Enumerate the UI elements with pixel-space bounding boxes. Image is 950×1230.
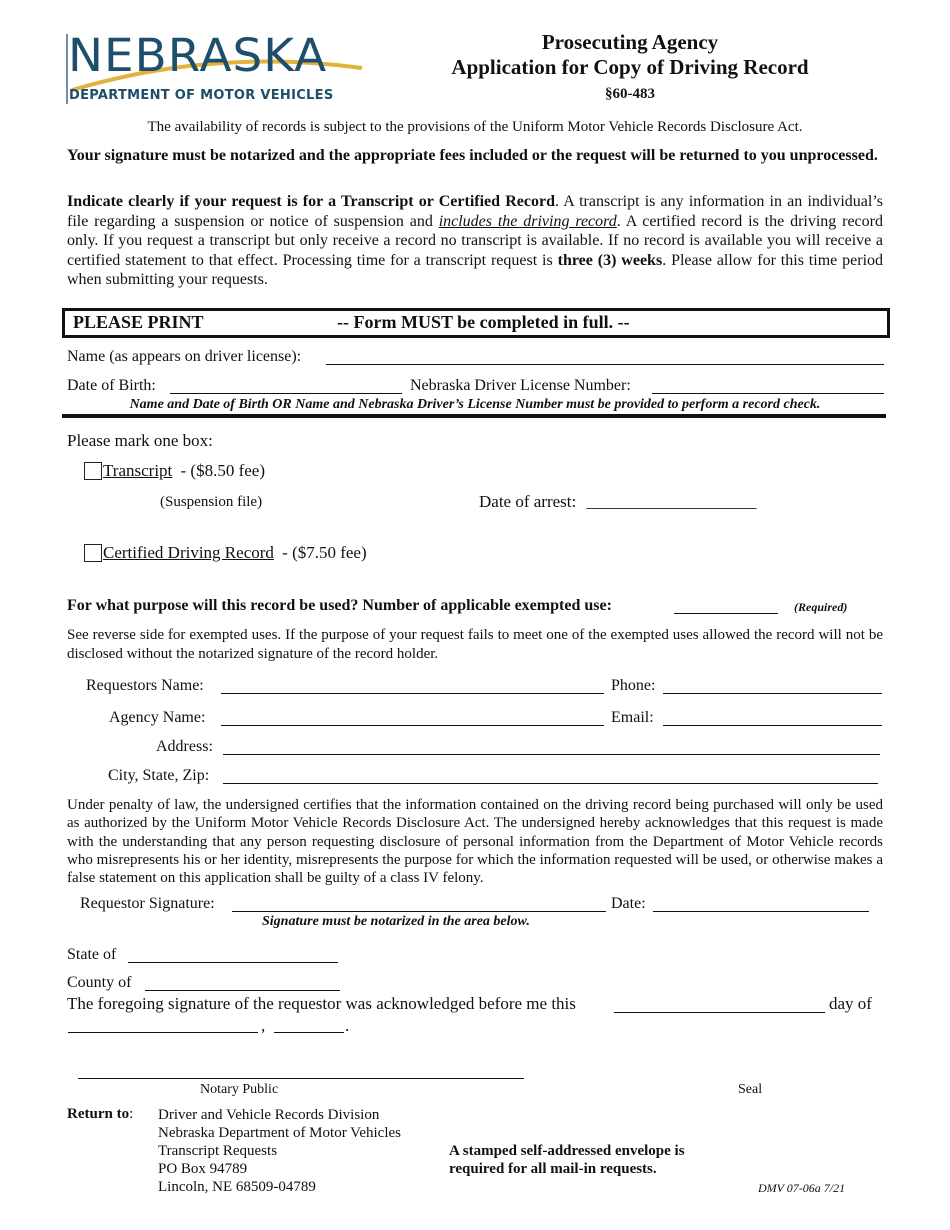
return-address-line: Nebraska Department of Motor Vehicles xyxy=(158,1125,401,1141)
notary-public-label: Notary Public xyxy=(200,1082,279,1097)
mark-one-box-prompt: Please mark one box: xyxy=(67,431,213,450)
required-note: (Required) xyxy=(794,600,848,614)
section-divider xyxy=(62,414,886,418)
date-period: . xyxy=(345,1016,350,1035)
county-of-label: County of xyxy=(67,974,132,991)
nebraska-dmv-logo xyxy=(64,28,374,108)
dob-field[interactable] xyxy=(170,393,402,394)
certification-statement: Under penalty of law, the undersigned certifies that the information contained on the driving record being purchased will only be used as authorized by the Uniform Motor Vehicle Records Disclosure Act. The undersigned hereby acknowledges that this request is made with the understanding that any person requesting disclosure of personal information from the Department of Motor Vehicle records who misrepresents his or her identity, misrepresents the purpose for which the information requested will be used, or otherwise makes a false statement on this application shall be guilty of a class IV felony. xyxy=(67,797,883,887)
certified-record-fee: - ($7.50 fee) xyxy=(282,543,367,562)
envelope-notice-line-2: required for all mail-in requests. xyxy=(449,1161,657,1177)
phone-field[interactable] xyxy=(663,693,882,694)
form-id: DMV 07-06a 7/21 xyxy=(758,1181,846,1195)
requestor-name-label: Requestors Name: xyxy=(86,677,204,694)
driver-name-label: Name (as appears on driver license): xyxy=(67,348,302,365)
date-comma: , xyxy=(261,1016,266,1035)
form-complete-label: -- Form MUST be completed in full. -- xyxy=(337,312,630,332)
logo-state-name: NEBRASKA xyxy=(68,29,328,82)
return-address-line: Transcript Requests xyxy=(158,1143,278,1159)
exempted-use-field[interactable] xyxy=(674,613,778,614)
return-address-line: PO Box 94789 xyxy=(158,1161,248,1177)
three-weeks: three (3) weeks xyxy=(557,251,663,269)
certified-record-label: Certified Driving Record xyxy=(103,543,274,562)
record-check-note: Name and Date of Birth OR Name and Nebraska Driver’s License Number must be provided to perform a record check. xyxy=(129,397,821,412)
form-title-line-1: Prosecuting Agency xyxy=(541,30,719,54)
requestor-name-field[interactable] xyxy=(221,693,604,694)
envelope-notice-line-1: A stamped self-addressed envelope is xyxy=(449,1143,685,1159)
statute-reference: §60-483 xyxy=(605,86,655,102)
agency-name-label: Agency Name: xyxy=(109,709,206,726)
notary-signature-field[interactable] xyxy=(78,1078,524,1079)
indicate-text-1: . A transcript is any information in an individual’s file regarding a suspension or notice of suspension and xyxy=(67,193,884,230)
notarize-note: Signature must be notarized in the area below. xyxy=(262,914,530,929)
return-to-label xyxy=(67,1106,133,1123)
county-of-field[interactable] xyxy=(145,990,340,991)
please-print-box xyxy=(62,308,890,338)
return-address-line: Driver and Vehicle Records Division xyxy=(158,1107,380,1123)
date-of-arrest-field[interactable]: ____________________ xyxy=(586,492,757,511)
requestor-signature-field[interactable] xyxy=(232,911,606,912)
exempted-uses-note: See reverse side for exempted uses. If the purpose of your request fails to meet one of the exempted uses allowed the record will not be disclosed without the notarized signature of the record holder. xyxy=(67,627,883,662)
acknowledgement-month-field[interactable] xyxy=(68,1032,258,1033)
phone-label: Phone: xyxy=(611,677,656,694)
acknowledgement-year-field[interactable] xyxy=(274,1032,344,1033)
return-to-text: Return to xyxy=(67,1106,130,1122)
notarize-warning: Your signature must be notarized and the appropriate fees included or the request will be returned to you unprocessed. xyxy=(67,147,878,164)
license-number-label: Nebraska Driver License Number: xyxy=(410,377,631,394)
purpose-question: For what purpose will this record be used? Number of applicable exempted use: xyxy=(67,597,612,614)
date-of-arrest-label xyxy=(479,492,756,512)
logo-dept-name: DEPARTMENT OF MOTOR VEHICLES xyxy=(69,88,334,103)
city-state-zip-field[interactable] xyxy=(223,783,878,784)
address-field[interactable] xyxy=(223,754,880,755)
transcript-fee: - ($8.50 fee) xyxy=(180,461,266,480)
indicate-bold: Indicate clearly if your request is for a Transcript or Certified Record xyxy=(67,193,555,210)
license-number-field[interactable] xyxy=(652,393,884,394)
certified-record-option xyxy=(103,543,367,563)
transcript-explanation xyxy=(67,192,883,290)
state-of-field[interactable] xyxy=(128,962,338,963)
state-of-label: State of xyxy=(67,946,117,963)
transcript-label: Transcript xyxy=(103,461,173,480)
acknowledgement-day-field[interactable] xyxy=(614,1012,825,1013)
requestor-signature-label: Requestor Signature: xyxy=(80,895,215,912)
form-title-line-2: Application for Copy of Driving Record xyxy=(451,55,809,79)
address-label: Address: xyxy=(156,738,213,755)
availability-notice: The availability of records is subject to the provisions of the Uniform Motor Vehicle Records Disclosure Act. xyxy=(147,119,803,135)
indicate-text-2: . A certified record is the driving record only. If you request a transcript but only receive a record no transcript is available. If no record is available you will receive a certified statement to that effect. Processing time for a transcript request is xyxy=(67,212,883,269)
date-of-arrest-text: Date of arrest: xyxy=(479,492,577,511)
envelope-notice xyxy=(449,1142,685,1178)
please-print-label: PLEASE PRINT xyxy=(73,312,204,332)
signature-date-label: Date: xyxy=(611,895,646,912)
email-field[interactable] xyxy=(663,725,882,726)
acknowledgement-text: The foregoing signature of the requestor was acknowledged before me this xyxy=(67,994,576,1013)
city-state-zip-label: City, State, Zip: xyxy=(108,767,210,784)
return-address-line: Lincoln, NE 68509-04789 xyxy=(158,1179,316,1195)
seal-label: Seal xyxy=(738,1082,763,1097)
transcript-checkbox[interactable] xyxy=(84,462,102,480)
dob-label: Date of Birth: xyxy=(67,377,156,394)
return-to-colon: : xyxy=(129,1106,134,1122)
day-of-label: day of xyxy=(829,994,872,1013)
certified-record-checkbox[interactable] xyxy=(84,544,102,562)
suspension-file-note: (Suspension file) xyxy=(160,494,263,510)
driver-name-field[interactable] xyxy=(326,364,884,365)
agency-name-field[interactable] xyxy=(221,725,604,726)
includes-driving-record: includes the driving record xyxy=(438,212,617,230)
transcript-option xyxy=(103,461,265,481)
return-address xyxy=(158,1106,401,1196)
email-label: Email: xyxy=(611,709,654,726)
indicate-text-3: . Please allow for this time period when submitting your requests. xyxy=(67,251,884,289)
signature-date-field[interactable] xyxy=(653,911,869,912)
